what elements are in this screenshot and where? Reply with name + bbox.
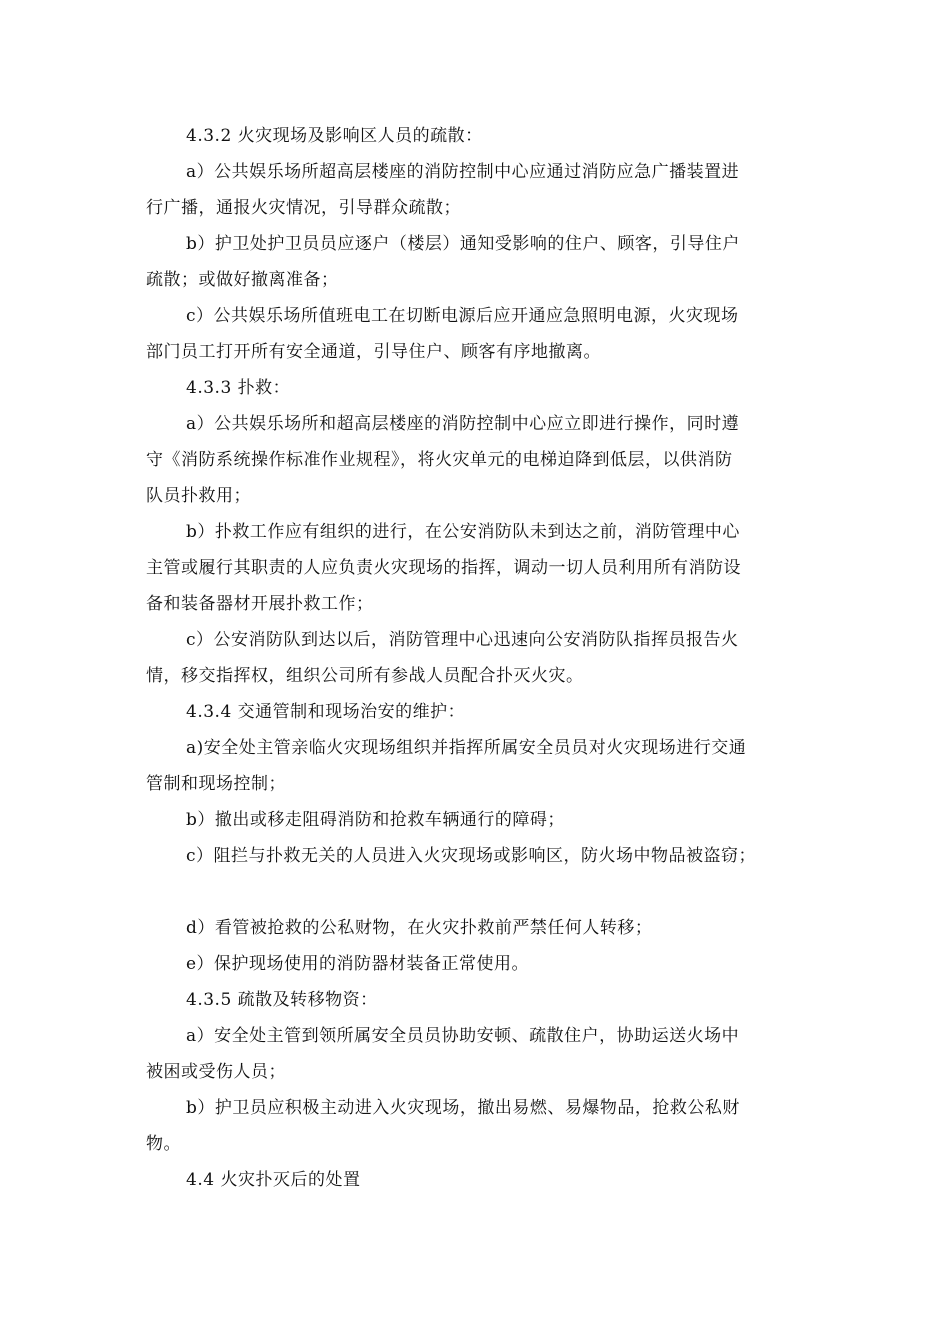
paragraph-line: 被困或受伤人员； <box>146 1062 286 1082</box>
paragraph-line: b）扑救工作应有组织的进行，在公安消防队未到达之前，消防管理中心 <box>186 522 740 542</box>
paragraph-line: e）保护现场使用的消防器材装备正常使用。 <box>186 954 530 974</box>
section-heading-4-4: 4.4 火灾扑灭后的处置 <box>186 1170 361 1190</box>
paragraph-line: 管制和现场控制； <box>146 774 286 794</box>
paragraph-line: 物。 <box>146 1134 181 1154</box>
paragraph-line: 备和装备器材开展扑救工作； <box>146 594 374 614</box>
paragraph-line: 行广播，通报火灾情况，引导群众疏散； <box>146 198 461 218</box>
paragraph-line: a)安全处主管亲临火灾现场组织并指挥所属安全员员对火灾现场进行交通 <box>186 738 747 758</box>
paragraph-line: a）公共娱乐场所超高层楼座的消防控制中心应通过消防应急广播装置进 <box>186 162 740 182</box>
paragraph-line: b）撤出或移走阻碍消防和抢救车辆通行的障碍； <box>186 810 565 830</box>
section-heading-4-3-3: 4.3.3 扑救： <box>186 378 291 398</box>
paragraph-line: b）护卫处护卫员员应逐户（楼层）通知受影响的住户、顾客，引导住户 <box>186 234 740 254</box>
paragraph-line: 队员扑救用； <box>146 486 251 506</box>
paragraph-line: 主管或履行其职责的人应负责火灾现场的指挥，调动一切人员利用所有消防设 <box>146 558 741 578</box>
paragraph-line: c）公安消防队到达以后，消防管理中心迅速向公安消防队指挥员报告火 <box>186 630 739 650</box>
paragraph-line: 守《消防系统操作标准作业规程》，将火灾单元的电梯迫降到低层，以供消防 <box>146 450 733 470</box>
section-heading-4-3-2: 4.3.2 火灾现场及影响区人员的疏散： <box>186 126 483 146</box>
paragraph-line: c）阻拦与扑救无关的人员进入火灾现场或影响区，防火场中物品被盗窃； <box>186 846 757 866</box>
section-heading-4-3-5: 4.3.5 疏散及转移物资： <box>186 990 378 1010</box>
paragraph-line: 部门员工打开所有安全通道，引导住户、顾客有序地撤离。 <box>146 342 601 362</box>
paragraph-line: d）看管被抢救的公私财物，在火灾扑救前严禁任何人转移； <box>186 918 653 938</box>
paragraph-line: c）公共娱乐场所值班电工在切断电源后应开通应急照明电源，火灾现场 <box>186 306 739 326</box>
paragraph-line: 情，移交指挥权，组织公司所有参战人员配合扑灭火灾。 <box>146 666 584 686</box>
paragraph-line: a）安全处主管到领所属安全员员协助安顿、疏散住户，协助运送火场中 <box>186 1026 740 1046</box>
blank-line <box>146 874 810 910</box>
paragraph-line: b）护卫员应积极主动进入火灾现场，撤出易燃、易爆物品，抢救公私财 <box>186 1098 740 1118</box>
section-heading-4-3-4: 4.3.4 交通管制和现场治安的维护： <box>186 702 466 722</box>
paragraph-line: 疏散；或做好撤离准备； <box>146 270 339 290</box>
paragraph-line: a）公共娱乐场所和超高层楼座的消防控制中心应立即进行操作，同时遵 <box>186 414 740 434</box>
